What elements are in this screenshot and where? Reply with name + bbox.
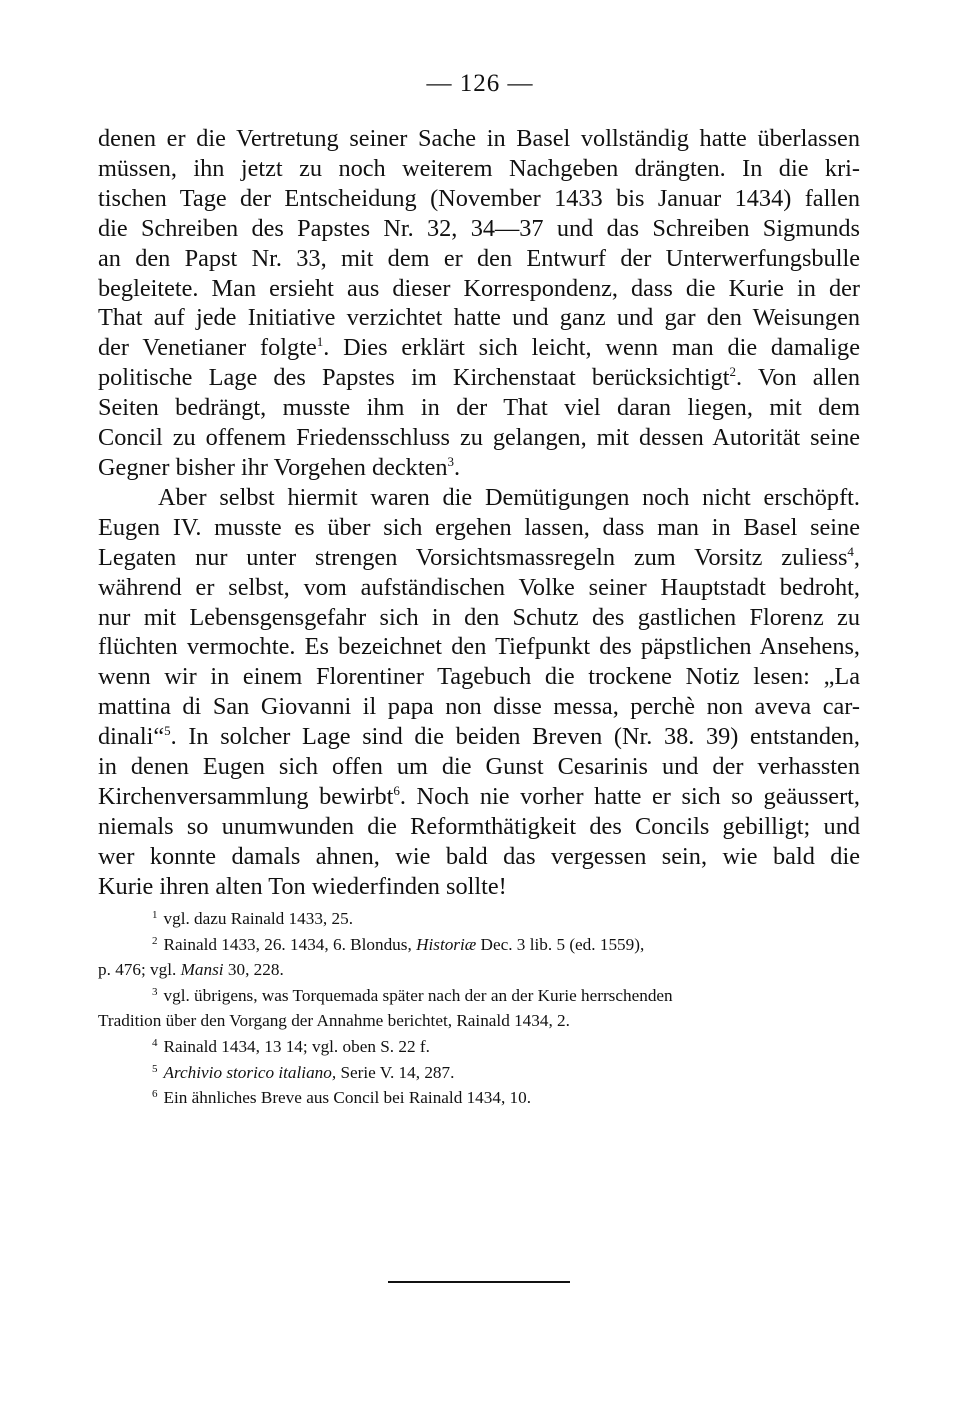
- footnote-text: p. 476; vgl.: [98, 960, 181, 980]
- text-line: Eugen IV. musste es über sich ergehen lassen, dass man in Basel seine: [98, 513, 860, 541]
- footnote-italic: Mansi: [180, 960, 224, 980]
- text-line: Aber selbst hiermit waren die Demütigungen noch nicht erschöpft.: [158, 483, 860, 511]
- line-text: Gegner bisher ihr Vorgehen deckten: [98, 453, 448, 481]
- footnote-italic: Historiæ: [416, 934, 477, 954]
- footnote-ref: 6: [393, 782, 400, 798]
- footnote-text: Serie V. 14, 287.: [336, 1062, 455, 1082]
- text-line: [98, 782, 860, 812]
- text-line: That auf jede Initiative verzichtet hatte und ganz und gar den Weisungen: [98, 304, 860, 332]
- text-line: flüchten vermochte. Es bezeichnet den Tiefpunkt des päpstlichen Ansehens,: [98, 633, 860, 661]
- footnote-ref: 5: [164, 723, 171, 739]
- text-line: begleitete. Man ersieht aus dieser Korrespondenz, dass die Kurie in der: [98, 274, 860, 302]
- footnote-ref: 3: [447, 453, 455, 469]
- footnote-2-continued: [98, 957, 860, 983]
- text-line: mattina di San Giovanni il papa non disse messa, perchè non aveva car-: [98, 693, 860, 721]
- line-text: ,: [853, 543, 860, 571]
- footnote-1: [98, 906, 860, 932]
- footnote-text: 30, 228.: [223, 960, 284, 980]
- page-number: — 126 —: [426, 70, 534, 97]
- footnote-text: vgl. dazu Rainald 1433, 25.: [163, 909, 354, 928]
- footnote-5: [98, 1060, 860, 1086]
- footnote-3: [98, 983, 860, 1009]
- footnote-text: vgl. übrigens, was Torquemada später nach der an der Kurie herrschenden: [163, 985, 673, 1005]
- line-text: politische Lage des Papstes im Kirchenstaat berücksichtigt: [98, 364, 730, 392]
- text-line: [98, 722, 860, 752]
- text-line: [98, 124, 860, 154]
- line-text: .: [454, 453, 461, 481]
- footnote-ref: 4: [847, 543, 854, 559]
- line-text: der Venetianer folgte: [98, 334, 317, 362]
- footnote-mark: 6: [152, 1088, 158, 1101]
- text-line: während er selbst, vom aufständischen Volke seiner Hauptstadt bedroht,: [98, 573, 860, 601]
- text-line: tischen Tage der Entscheidung (November 1433 bis Januar 1434) fallen: [98, 184, 860, 212]
- footnote-6: [98, 1085, 860, 1111]
- footnote-2: [98, 932, 860, 958]
- footnote-3-continued: Tradition über den Vorgang der Annahme berichtet, Rainald 1434, 2.: [98, 1011, 570, 1031]
- text-line: müssen, ihn jetzt zu noch weiterem Nachgeben drängten. In die kri-: [98, 154, 860, 182]
- text-line: [98, 333, 860, 363]
- text-line: [98, 363, 860, 393]
- text-line: wer konnte damals ahnen, wie bald das vergessen sein, wie bald die: [98, 842, 860, 870]
- footnote-mark: 4: [152, 1036, 158, 1049]
- line-text: denen er die Vertretung seiner Sache in Basel vollständig hatte überlassen: [98, 125, 860, 152]
- footnote-text: Rainald 1434, 13 14; vgl. oben S. 22 f.: [163, 1036, 430, 1056]
- line-text: . Von allen: [736, 364, 860, 392]
- footnote-ref: 2: [729, 364, 737, 380]
- line-text: . Dies erklärt sich leicht, wenn man die damalige: [323, 334, 860, 362]
- main-text: [98, 124, 860, 902]
- line-text: . Noch nie vorher hatte er sich so geäussert,: [399, 782, 860, 810]
- footnotes: [98, 906, 860, 1111]
- text-line: Kurie ihren alten Ton wiederfinden sollte!: [98, 872, 507, 900]
- text-line: an den Papst Nr. 33, mit dem er den Entwurf der Unterwerfungsbulle: [98, 244, 860, 272]
- footnote-mark: 3: [152, 985, 158, 998]
- text-line: Seiten bedrängt, musste ihm in der That viel daran liegen, mit dem: [98, 394, 860, 422]
- line-text: Kirchenversammlung bewirbt: [98, 782, 394, 810]
- bottom-rule: [388, 1281, 570, 1283]
- footnote-mark: 2: [152, 934, 158, 947]
- text-line: [98, 453, 860, 483]
- text-line: Concil zu offenem Friedensschluss zu gelangen, mit dessen Autorität seine: [98, 424, 860, 452]
- footnote-4: [98, 1034, 860, 1060]
- text-line: niemals so unumwunden die Reformthätigkeit des Concils gebilligt; und: [98, 812, 860, 840]
- footnote-italic: Archivio storico italiano,: [163, 1062, 337, 1082]
- footnote-mark: 1: [152, 909, 158, 921]
- line-text: . In solcher Lage sind die beiden Breven (Nr. 38. 39) entstanden,: [170, 723, 860, 751]
- footnote-text: Dec. 3 lib. 5 (ed. 1559),: [476, 934, 645, 954]
- text-line: nur mit Lebensgensgefahr sich in den Schutz des gastlichen Florenz zu: [98, 603, 860, 631]
- line-text: Legaten nur unter strengen Vorsichtsmassregeln zum Vorsitz zuliess: [98, 543, 848, 571]
- footnote-text: Ein ähnliches Breve aus Concil bei Rainald 1434, 10.: [163, 1088, 532, 1108]
- text-line: [98, 543, 860, 573]
- footnote-text: Rainald 1433, 26. 1434, 6. Blondus,: [163, 934, 417, 954]
- line-text: dinali“: [98, 723, 165, 751]
- footnote-mark: 5: [152, 1062, 158, 1075]
- text-line: wenn wir in einem Florentiner Tagebuch die trockene Notiz lesen: „La: [98, 663, 860, 691]
- text-line: die Schreiben des Papstes Nr. 32, 34—37 und das Schreiben Sigmunds: [98, 214, 860, 242]
- text-line: in denen Eugen sich offen um die Gunst Cesarinis und der verhassten: [98, 753, 860, 781]
- footnote-ref: 1: [316, 334, 324, 350]
